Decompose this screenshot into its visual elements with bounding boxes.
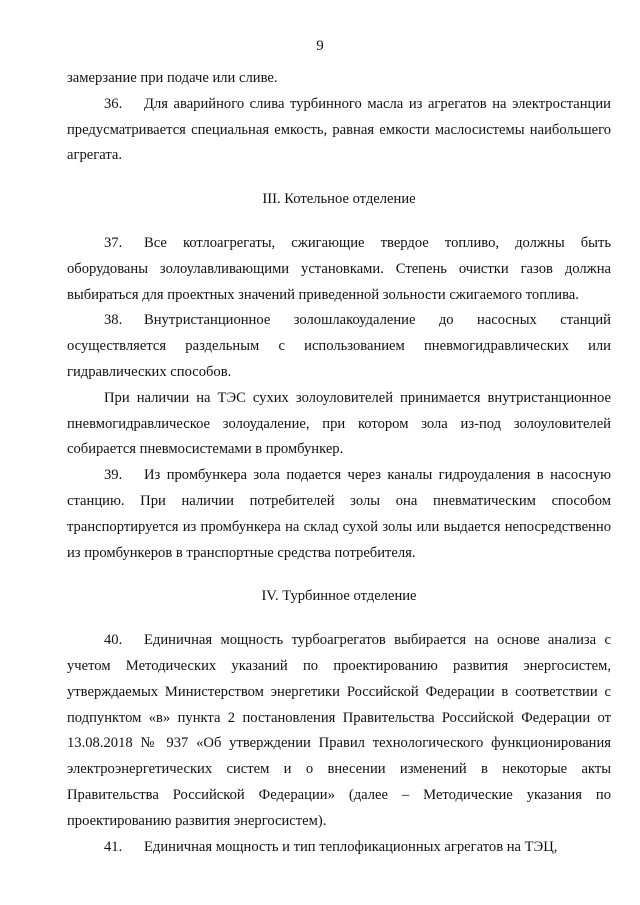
paragraph-38-continued bbox=[67, 386, 611, 463]
paragraph-text: Единичная мощность турбоагрегатов выбирается на основе анализа с учетом Методических указаний по проектированию развития энергосистем, утверждаемых Министерством энергетики Российской Федерации в соответствии с подпунктом «в» пункта 2 постановления Правительства Российской Федерации от 13.08.2018 № 937 «Об утверждении Правил технологического функционирования электроэнергетических систем и о внесении изменений в некоторые акты Правительства Российской Федерации» (далее – Методические указания по проектированию развития энергосистем). bbox=[67, 632, 611, 829]
document-body bbox=[67, 66, 611, 860]
paragraph-text: Из промбункера зола подается через каналы гидроудаления в насосную станцию. При наличии потребителей золы она пневматическим способом транспортируется из промбункера на склад сухой золы или выдается непосредственно из промбункеров в транспортные средства потребителя. bbox=[67, 467, 611, 561]
paragraph-number: 37. bbox=[104, 234, 123, 251]
paragraph-number: 39. bbox=[104, 467, 123, 484]
spacer bbox=[67, 213, 611, 231]
page-number: 9 bbox=[316, 38, 324, 54]
paragraph-text: Все котлоагрегаты, сжигающие твердое топливо, должны быть оборудованы золоулавливающими установками. Степень очистки газов должна выбираться для проектных значений приведенной зольности сжигаемого топлива. bbox=[67, 234, 611, 303]
paragraph-number: 38. bbox=[104, 312, 123, 329]
paragraph-41 bbox=[67, 835, 611, 861]
paragraph-38 bbox=[67, 308, 611, 385]
paragraph-continuation bbox=[67, 66, 611, 92]
paragraph-40 bbox=[67, 628, 611, 834]
paragraph-number: 40. bbox=[104, 632, 123, 649]
section-heading-turbine-room: IV. Турбинное отделение bbox=[261, 588, 417, 605]
paragraph-text: Для аварийного слива турбинного масла из агрегатов на электростанции предусматривается специальная емкость, равная емкости маслосистемы наибольшего агрегата. bbox=[67, 95, 611, 164]
paragraph-text: замерзание при подаче или сливе. bbox=[67, 70, 278, 86]
paragraph-text: Внутристанционное золошлакоудаление до насосных станций осуществляется раздельным с использованием пневмогидравлических или гидравлических способов. bbox=[67, 312, 611, 380]
paragraph-36 bbox=[67, 92, 611, 169]
section-heading-boiler-room: III. Котельное отделение bbox=[262, 191, 416, 208]
paragraph-number: 36. bbox=[104, 95, 123, 112]
paragraph-37 bbox=[67, 231, 611, 308]
spacer bbox=[67, 610, 611, 628]
spacer bbox=[67, 169, 611, 187]
paragraph-number: 41. bbox=[104, 838, 123, 855]
paragraph-39 bbox=[67, 463, 611, 566]
paragraph-text: При наличии на ТЭС сухих золоуловителей принимается внутристанционное пневмогидравлическое золоудаление, при котором зола из-под золоуловителей собирается пневмосистемами в промбункер. bbox=[67, 389, 611, 458]
paragraph-text: Единичная мощность и тип теплофикационных агрегатов на ТЭЦ, bbox=[144, 838, 558, 855]
spacer bbox=[67, 566, 611, 584]
